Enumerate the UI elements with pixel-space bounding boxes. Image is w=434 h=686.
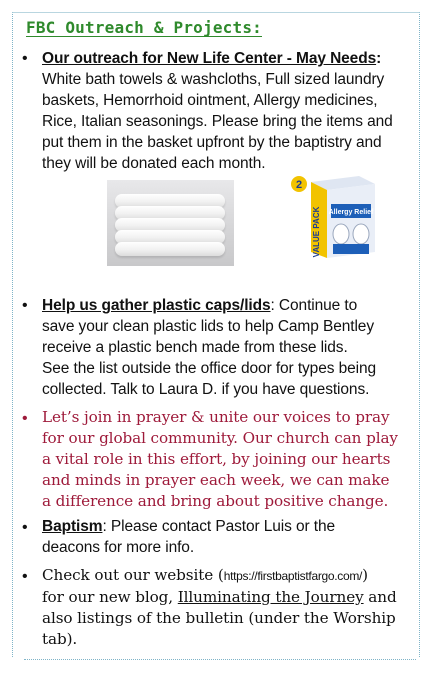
- outreach-line: White bath towels & washcloths, Full sized laundry: [42, 71, 385, 88]
- plastic-lids-heading: Help us gather plastic caps/lids: [42, 297, 271, 314]
- website-line-2: for our new blog, Illuminating the Journey and: [42, 588, 397, 606]
- bottom-divider: [24, 659, 416, 660]
- plastic-lids-line: save your clean plastic lids to help Camp Bentley: [42, 318, 374, 335]
- plastic-lids-item: [42, 295, 414, 400]
- bullet: •: [22, 50, 28, 67]
- bullet: •: [22, 568, 28, 585]
- outreach-line: put them in the basket upfront by the baptistry and: [42, 134, 382, 151]
- prayer-line: a difference and bring about positive change.: [42, 492, 389, 510]
- prayer-item: [42, 407, 414, 512]
- prayer-line: and minds in prayer each week, we can make: [42, 471, 390, 489]
- baptism-item: [42, 516, 414, 558]
- towels-photo: [107, 180, 234, 266]
- outreach-item: [42, 48, 414, 174]
- allergy-pack-icon: [289, 172, 377, 262]
- baptism-line: deacons for more info.: [42, 539, 195, 556]
- baptism-heading: Baptism: [42, 518, 103, 535]
- badge-number: 2: [295, 179, 303, 191]
- baptism-first-line: Baptism: Please contact Pastor Luis or the: [42, 518, 336, 535]
- allergy-relief-photo: [289, 172, 377, 262]
- prayer-line: for our global community. Our church can play: [42, 429, 398, 447]
- website-line-3: also listings of the bulletin (under the Worship: [42, 609, 396, 627]
- website-line-4: tab).: [42, 630, 78, 648]
- outreach-line: they will be donated each month.: [42, 155, 266, 172]
- outreach-line: Rice, Italian seasonings. Please bring the items and: [42, 113, 393, 130]
- website-line-1: Check out our website (https://firstbaptistfargo.com/): [42, 566, 368, 584]
- value-pack-text: VALUE PACK: [312, 206, 321, 258]
- prayer-line: a vital role in this effort, by joining our hearts: [42, 450, 391, 468]
- bullet: •: [22, 410, 28, 427]
- bullet: •: [22, 519, 28, 536]
- allergy-pack-label: Allergy Relief: [328, 209, 374, 216]
- plastic-lids-line: See the list outside the office door for types being: [42, 360, 377, 377]
- plastic-lids-line: collected. Talk to Laura D. if you have questions.: [42, 381, 370, 398]
- website-link[interactable]: https://firstbaptistfargo.com/: [223, 569, 363, 583]
- section-title: FBC Outreach & Projects:: [26, 18, 262, 37]
- plastic-lids-first-line: Help us gather plastic caps/lids: Continue to: [42, 297, 358, 314]
- plastic-lids-line: receive a plastic bench made from these lids.: [42, 339, 348, 356]
- website-item: [42, 565, 414, 650]
- bullet: •: [22, 297, 28, 314]
- outreach-line: baskets, Hemorrhoid ointment, Allergy medicines,: [42, 92, 378, 109]
- blog-link[interactable]: Illuminating the Journey: [177, 588, 364, 606]
- outreach-heading-line: Our outreach for New Life Center - May Needs:: [42, 50, 382, 67]
- prayer-line: Let’s join in prayer & unite our voices to pray: [42, 408, 390, 426]
- outreach-heading: Our outreach for New Life Center - May Needs: [42, 50, 377, 67]
